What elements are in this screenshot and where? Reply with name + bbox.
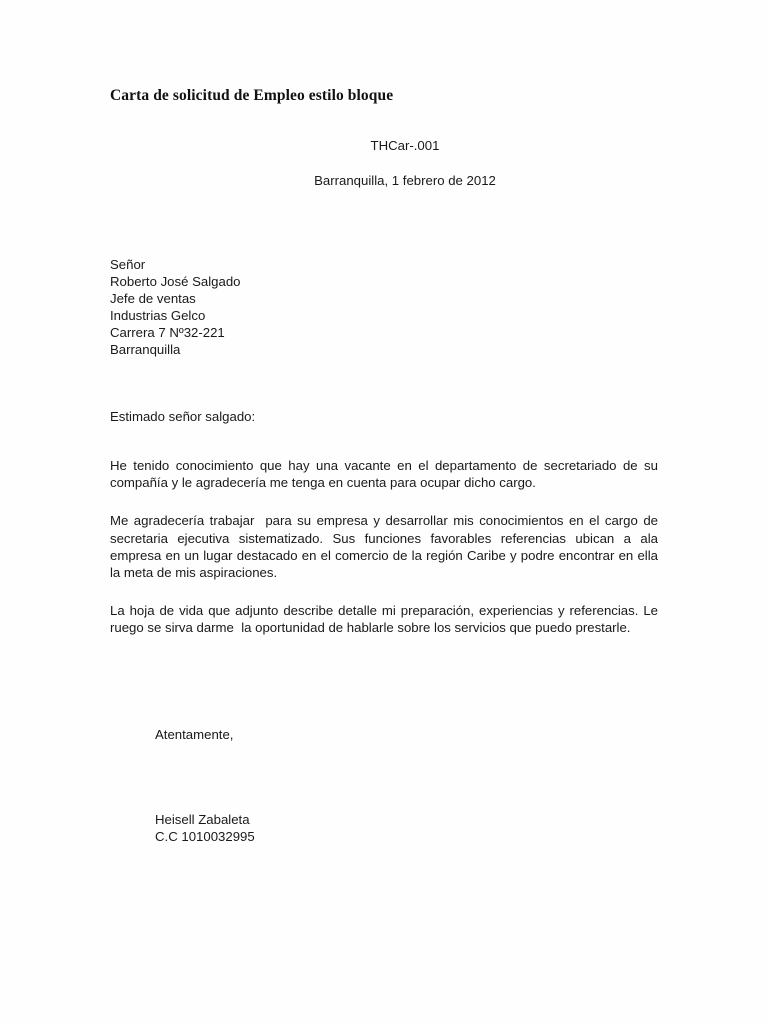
recipient-line: Roberto José Salgado [110, 274, 241, 289]
body-paragraph: La hoja de vida que adjunto describe detalle mi preparación, experiencias y referencias. Le ruego se sirva darme la oportunidad de hablarle sobre los servicios que puedo prestarle. [110, 603, 662, 636]
recipient-address-block [110, 256, 530, 358]
signer-id-number: C.C 1010032995 [155, 829, 255, 844]
letter-body [110, 457, 662, 637]
recipient-line: Jefe de ventas [110, 291, 196, 306]
salutation: Estimado señor salgado: [110, 409, 256, 424]
recipient-line: Industrias Gelco [110, 308, 206, 323]
closing-line: Atentamente, [155, 727, 234, 742]
page-title: Carta de solicitud de Empleo estilo bloque [110, 87, 394, 104]
recipient-line: Carrera 7 Nº32-221 [110, 325, 225, 340]
body-paragraph: Me agradecería trabajar para su empresa y desarrollar mis conocimientos en el cargo de secretaria ejecutiva sistematizado. Sus funciones favorables referencias ubican a ala empresa en un lugar destacado en el comercio de la región Caribe y podre encontrar en ella la meta de mis aspiraciones. [110, 513, 662, 581]
date-line: Barranquilla, 1 febrero de 2012 [314, 173, 496, 188]
reference-code: THCar-.001 [370, 138, 440, 153]
recipient-line: Señor [110, 257, 146, 272]
recipient-line: Barranquilla [110, 342, 181, 357]
body-paragraph: He tenido conocimiento que hay una vacante en el departamento de secretariado de su compañía y le agradecería me tenga en cuenta para ocupar dicho cargo. [110, 458, 662, 491]
signer-name: Heisell Zabaleta [155, 812, 250, 827]
signature-block [155, 811, 535, 845]
